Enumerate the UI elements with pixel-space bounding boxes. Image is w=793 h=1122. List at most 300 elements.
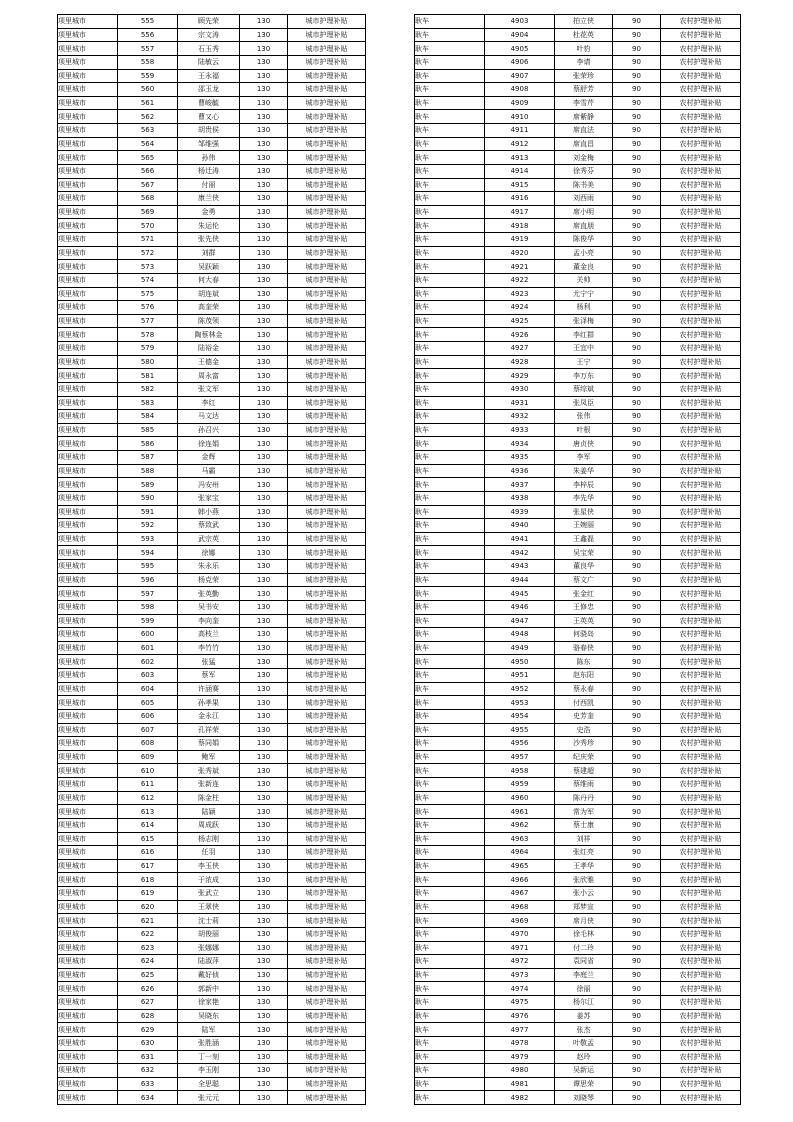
number-cell: 557 xyxy=(118,42,178,56)
table-row xyxy=(58,587,366,601)
table-row xyxy=(58,219,366,233)
area-cell: 项里城市 xyxy=(58,151,118,165)
name-cell: 陆颖 xyxy=(178,805,240,819)
area-cell: 耿车 xyxy=(415,219,485,233)
type-cell: 农村护理补贴 xyxy=(661,696,741,710)
number-cell: 4942 xyxy=(485,546,555,560)
type-cell: 农村护理补贴 xyxy=(661,451,741,465)
area-cell: 耿车 xyxy=(415,968,485,982)
area-cell: 耿车 xyxy=(415,600,485,614)
number-cell: 4921 xyxy=(485,260,555,274)
number-cell: 4927 xyxy=(485,342,555,356)
number-cell: 609 xyxy=(118,750,178,764)
table-row xyxy=(415,927,741,941)
table-row xyxy=(415,15,741,29)
type-cell: 农村护理补贴 xyxy=(661,614,741,628)
area-cell: 耿车 xyxy=(415,655,485,669)
table-row xyxy=(58,832,366,846)
number-cell: 564 xyxy=(118,137,178,151)
type-cell: 农村护理补贴 xyxy=(661,410,741,424)
area-cell: 耿车 xyxy=(415,15,485,29)
name-cell: 王英英 xyxy=(555,614,613,628)
amount-cell: 90 xyxy=(613,328,661,342)
area-cell: 项里城市 xyxy=(58,1036,118,1050)
area-cell: 项里城市 xyxy=(58,396,118,410)
name-cell: 郭新中 xyxy=(178,982,240,996)
table-row xyxy=(415,532,741,546)
amount-cell: 130 xyxy=(240,587,288,601)
area-cell: 耿车 xyxy=(415,628,485,642)
number-cell: 587 xyxy=(118,451,178,465)
area-cell: 耿车 xyxy=(415,342,485,356)
number-cell: 560 xyxy=(118,83,178,97)
name-cell: 史芳奎 xyxy=(555,709,613,723)
amount-cell: 130 xyxy=(240,614,288,628)
type-cell: 城市护理补贴 xyxy=(288,28,366,42)
amount-cell: 130 xyxy=(240,873,288,887)
name-cell: 蔡士康 xyxy=(555,818,613,832)
number-cell: 4965 xyxy=(485,859,555,873)
name-cell: 王宜中 xyxy=(555,342,613,356)
table-row xyxy=(415,396,741,410)
table-row xyxy=(415,1050,741,1064)
amount-cell: 130 xyxy=(240,996,288,1010)
name-cell: 顾先荣 xyxy=(178,15,240,29)
name-cell: 李向奎 xyxy=(178,614,240,628)
table-row xyxy=(415,164,741,178)
type-cell: 城市护理补贴 xyxy=(288,927,366,941)
table-row xyxy=(58,328,366,342)
amount-cell: 130 xyxy=(240,96,288,110)
table-row xyxy=(415,151,741,165)
table-row xyxy=(58,355,366,369)
number-cell: 575 xyxy=(118,287,178,301)
area-cell: 耿车 xyxy=(415,96,485,110)
table-row xyxy=(58,1023,366,1037)
name-cell: 张胜涵 xyxy=(178,1036,240,1050)
amount-cell: 130 xyxy=(240,137,288,151)
type-cell: 农村护理补贴 xyxy=(661,859,741,873)
number-cell: 586 xyxy=(118,437,178,451)
name-cell: 张武立 xyxy=(178,887,240,901)
table-row xyxy=(415,192,741,206)
table-row xyxy=(415,600,741,614)
name-cell: 许涵赛 xyxy=(178,682,240,696)
number-cell: 590 xyxy=(118,491,178,505)
name-cell: 高枝兰 xyxy=(178,628,240,642)
type-cell: 城市护理补贴 xyxy=(288,791,366,805)
amount-cell: 130 xyxy=(240,546,288,560)
name-cell: 陈金柱 xyxy=(178,791,240,805)
number-cell: 4912 xyxy=(485,137,555,151)
name-cell: 蔡致武 xyxy=(178,519,240,533)
name-cell: 李红群 xyxy=(555,328,613,342)
table-row xyxy=(415,124,741,138)
type-cell: 城市护理补贴 xyxy=(288,491,366,505)
type-cell: 农村护理补贴 xyxy=(661,1023,741,1037)
amount-cell: 130 xyxy=(240,505,288,519)
number-cell: 4944 xyxy=(485,573,555,587)
amount-cell: 90 xyxy=(613,491,661,505)
type-cell: 农村护理补贴 xyxy=(661,832,741,846)
amount-cell: 90 xyxy=(613,669,661,683)
type-cell: 城市护理补贴 xyxy=(288,737,366,751)
table-row xyxy=(58,314,366,328)
number-cell: 578 xyxy=(118,328,178,342)
type-cell: 农村护理补贴 xyxy=(661,124,741,138)
amount-cell: 90 xyxy=(613,587,661,601)
area-cell: 项里城市 xyxy=(58,791,118,805)
area-cell: 耿车 xyxy=(415,546,485,560)
number-cell: 576 xyxy=(118,301,178,315)
type-cell: 农村护理补贴 xyxy=(661,396,741,410)
number-cell: 4953 xyxy=(485,696,555,710)
amount-cell: 90 xyxy=(613,110,661,124)
amount-cell: 90 xyxy=(613,273,661,287)
number-cell: 574 xyxy=(118,273,178,287)
number-cell: 4928 xyxy=(485,355,555,369)
type-cell: 城市护理补贴 xyxy=(288,178,366,192)
number-cell: 4969 xyxy=(485,914,555,928)
amount-cell: 90 xyxy=(613,914,661,928)
type-cell: 农村护理补贴 xyxy=(661,682,741,696)
type-cell: 城市护理补贴 xyxy=(288,682,366,696)
number-cell: 625 xyxy=(118,968,178,982)
table-row xyxy=(58,42,366,56)
type-cell: 农村护理补贴 xyxy=(661,778,741,792)
type-cell: 城市护理补贴 xyxy=(288,273,366,287)
type-cell: 城市护理补贴 xyxy=(288,219,366,233)
table-row xyxy=(58,764,366,778)
table-row xyxy=(415,560,741,574)
amount-cell: 130 xyxy=(240,1077,288,1091)
name-cell: 姜苏 xyxy=(555,1009,613,1023)
area-cell: 耿车 xyxy=(415,696,485,710)
number-cell: 4940 xyxy=(485,519,555,533)
area-cell: 项里城市 xyxy=(58,914,118,928)
amount-cell: 90 xyxy=(613,260,661,274)
type-cell: 城市护理补贴 xyxy=(288,1064,366,1078)
name-cell: 曹峻毓 xyxy=(178,96,240,110)
number-cell: 624 xyxy=(118,955,178,969)
name-cell: 张元元 xyxy=(178,1091,240,1105)
amount-cell: 130 xyxy=(240,709,288,723)
type-cell: 城市护理补贴 xyxy=(288,818,366,832)
number-cell: 589 xyxy=(118,478,178,492)
area-cell: 耿车 xyxy=(415,1050,485,1064)
amount-cell: 130 xyxy=(240,55,288,69)
number-cell: 4918 xyxy=(485,219,555,233)
name-cell: 付丽 xyxy=(178,178,240,192)
area-cell: 项里城市 xyxy=(58,887,118,901)
number-cell: 607 xyxy=(118,723,178,737)
number-cell: 599 xyxy=(118,614,178,628)
table-row xyxy=(58,192,366,206)
amount-cell: 90 xyxy=(613,301,661,315)
type-cell: 城市护理补贴 xyxy=(288,151,366,165)
area-cell: 项里城市 xyxy=(58,641,118,655)
table-row xyxy=(415,519,741,533)
name-cell: 武宗英 xyxy=(178,532,240,546)
area-cell: 耿车 xyxy=(415,301,485,315)
table-row xyxy=(415,437,741,451)
amount-cell: 90 xyxy=(613,124,661,138)
number-cell: 566 xyxy=(118,164,178,178)
name-cell: 张小云 xyxy=(555,887,613,901)
number-cell: 581 xyxy=(118,369,178,383)
amount-cell: 90 xyxy=(613,887,661,901)
amount-cell: 90 xyxy=(613,600,661,614)
table-row xyxy=(58,1009,366,1023)
table-row xyxy=(415,737,741,751)
type-cell: 城市护理补贴 xyxy=(288,301,366,315)
area-cell: 项里城市 xyxy=(58,328,118,342)
name-cell: 李玉侠 xyxy=(178,859,240,873)
name-cell: 孙召兴 xyxy=(178,423,240,437)
table-row xyxy=(415,287,741,301)
type-cell: 城市护理补贴 xyxy=(288,124,366,138)
amount-cell: 90 xyxy=(613,137,661,151)
type-cell: 城市护理补贴 xyxy=(288,369,366,383)
amount-cell: 90 xyxy=(613,846,661,860)
area-cell: 项里城市 xyxy=(58,750,118,764)
amount-cell: 130 xyxy=(240,491,288,505)
table-row xyxy=(58,628,366,642)
number-cell: 4910 xyxy=(485,110,555,124)
type-cell: 城市护理补贴 xyxy=(288,110,366,124)
area-cell: 项里城市 xyxy=(58,573,118,587)
number-cell: 614 xyxy=(118,818,178,832)
type-cell: 农村护理补贴 xyxy=(661,382,741,396)
name-cell: 鲍军 xyxy=(178,750,240,764)
area-cell: 耿车 xyxy=(415,178,485,192)
area-cell: 耿车 xyxy=(415,28,485,42)
number-cell: 4974 xyxy=(485,982,555,996)
table-row xyxy=(415,328,741,342)
type-cell: 农村护理补贴 xyxy=(661,887,741,901)
amount-cell: 90 xyxy=(613,42,661,56)
name-cell: 周成跃 xyxy=(178,818,240,832)
type-cell: 城市护理补贴 xyxy=(288,478,366,492)
number-cell: 4907 xyxy=(485,69,555,83)
table-row xyxy=(58,1077,366,1091)
name-cell: 李竹竹 xyxy=(178,641,240,655)
area-cell: 项里城市 xyxy=(58,478,118,492)
type-cell: 农村护理补贴 xyxy=(661,914,741,928)
type-cell: 城市护理补贴 xyxy=(288,342,366,356)
name-cell: 席直朋 xyxy=(555,219,613,233)
table-row xyxy=(415,342,741,356)
area-cell: 耿车 xyxy=(415,42,485,56)
table-row xyxy=(415,682,741,696)
type-cell: 农村护理补贴 xyxy=(661,301,741,315)
amount-cell: 130 xyxy=(240,1009,288,1023)
table-row xyxy=(415,655,741,669)
area-cell: 耿车 xyxy=(415,778,485,792)
area-cell: 项里城市 xyxy=(58,69,118,83)
table-row xyxy=(58,464,366,478)
amount-cell: 90 xyxy=(613,396,661,410)
table-row xyxy=(415,900,741,914)
name-cell: 骆春侠 xyxy=(555,641,613,655)
amount-cell: 130 xyxy=(240,519,288,533)
amount-cell: 130 xyxy=(240,968,288,982)
area-cell: 耿车 xyxy=(415,55,485,69)
right-table xyxy=(414,14,741,1105)
amount-cell: 130 xyxy=(240,301,288,315)
amount-cell: 130 xyxy=(240,750,288,764)
table-row xyxy=(58,301,366,315)
area-cell: 耿车 xyxy=(415,587,485,601)
amount-cell: 130 xyxy=(240,83,288,97)
type-cell: 城市护理补贴 xyxy=(288,233,366,247)
table-row xyxy=(415,628,741,642)
name-cell: 吴晓东 xyxy=(178,1009,240,1023)
type-cell: 城市护理补贴 xyxy=(288,1091,366,1105)
name-cell: 席直法 xyxy=(555,124,613,138)
type-cell: 农村护理补贴 xyxy=(661,464,741,478)
amount-cell: 90 xyxy=(613,478,661,492)
amount-cell: 130 xyxy=(240,818,288,832)
name-cell: 周永富 xyxy=(178,369,240,383)
area-cell: 项里城市 xyxy=(58,968,118,982)
area-cell: 项里城市 xyxy=(58,382,118,396)
number-cell: 621 xyxy=(118,914,178,928)
area-cell: 项里城市 xyxy=(58,832,118,846)
table-row xyxy=(58,423,366,437)
table-row xyxy=(58,723,366,737)
type-cell: 农村护理补贴 xyxy=(661,1077,741,1091)
area-cell: 项里城市 xyxy=(58,859,118,873)
table-row xyxy=(58,246,366,260)
area-cell: 项里城市 xyxy=(58,178,118,192)
amount-cell: 90 xyxy=(613,791,661,805)
type-cell: 城市护理补贴 xyxy=(288,982,366,996)
number-cell: 4962 xyxy=(485,818,555,832)
amount-cell: 130 xyxy=(240,205,288,219)
table-row xyxy=(58,941,366,955)
name-cell: 张家宝 xyxy=(178,491,240,505)
number-cell: 627 xyxy=(118,996,178,1010)
name-cell: 孙孝果 xyxy=(178,696,240,710)
type-cell: 城市护理补贴 xyxy=(288,192,366,206)
amount-cell: 130 xyxy=(240,287,288,301)
area-cell: 耿车 xyxy=(415,532,485,546)
type-cell: 农村护理补贴 xyxy=(661,205,741,219)
area-cell: 项里城市 xyxy=(58,600,118,614)
type-cell: 城市护理补贴 xyxy=(288,941,366,955)
amount-cell: 90 xyxy=(613,737,661,751)
amount-cell: 90 xyxy=(613,546,661,560)
table-row xyxy=(415,1077,741,1091)
number-cell: 4904 xyxy=(485,28,555,42)
amount-cell: 130 xyxy=(240,696,288,710)
area-cell: 项里城市 xyxy=(58,42,118,56)
area-cell: 项里城市 xyxy=(58,219,118,233)
area-cell: 项里城市 xyxy=(58,464,118,478)
type-cell: 城市护理补贴 xyxy=(288,532,366,546)
number-cell: 573 xyxy=(118,260,178,274)
area-cell: 项里城市 xyxy=(58,491,118,505)
name-cell: 付西凯 xyxy=(555,696,613,710)
number-cell: 633 xyxy=(118,1077,178,1091)
type-cell: 农村护理补贴 xyxy=(661,655,741,669)
table-row xyxy=(58,546,366,560)
name-cell: 全思聪 xyxy=(178,1077,240,1091)
number-cell: 4939 xyxy=(485,505,555,519)
number-cell: 584 xyxy=(118,410,178,424)
table-row xyxy=(58,205,366,219)
type-cell: 农村护理补贴 xyxy=(661,900,741,914)
type-cell: 城市护理补贴 xyxy=(288,437,366,451)
table-row xyxy=(58,927,366,941)
number-cell: 601 xyxy=(118,641,178,655)
name-cell: 孙伟 xyxy=(178,151,240,165)
name-cell: 刘西雨 xyxy=(555,192,613,206)
table-row xyxy=(415,1023,741,1037)
type-cell: 农村护理补贴 xyxy=(661,110,741,124)
number-cell: 608 xyxy=(118,737,178,751)
name-cell: 金辉 xyxy=(178,451,240,465)
name-cell: 李梓辰 xyxy=(555,478,613,492)
number-cell: 634 xyxy=(118,1091,178,1105)
type-cell: 城市护理补贴 xyxy=(288,641,366,655)
type-cell: 城市护理补贴 xyxy=(288,164,366,178)
type-cell: 城市护理补贴 xyxy=(288,83,366,97)
type-cell: 农村护理补贴 xyxy=(661,505,741,519)
amount-cell: 130 xyxy=(240,423,288,437)
number-cell: 4981 xyxy=(485,1077,555,1091)
name-cell: 付二玲 xyxy=(555,941,613,955)
amount-cell: 90 xyxy=(613,355,661,369)
type-cell: 城市护理补贴 xyxy=(288,669,366,683)
table-row xyxy=(58,437,366,451)
type-cell: 城市护理补贴 xyxy=(288,709,366,723)
number-cell: 4971 xyxy=(485,941,555,955)
type-cell: 城市护理补贴 xyxy=(288,778,366,792)
table-row xyxy=(415,369,741,383)
area-cell: 耿车 xyxy=(415,260,485,274)
area-cell: 耿车 xyxy=(415,151,485,165)
table-row xyxy=(415,355,741,369)
number-cell: 4946 xyxy=(485,600,555,614)
number-cell: 4958 xyxy=(485,764,555,778)
table-row xyxy=(58,859,366,873)
amount-cell: 130 xyxy=(240,791,288,805)
name-cell: 徐家艳 xyxy=(178,996,240,1010)
amount-cell: 130 xyxy=(240,124,288,138)
type-cell: 城市护理补贴 xyxy=(288,451,366,465)
amount-cell: 90 xyxy=(613,1050,661,1064)
amount-cell: 130 xyxy=(240,164,288,178)
type-cell: 农村护理补贴 xyxy=(661,423,741,437)
table-row xyxy=(415,410,741,424)
table-row xyxy=(415,968,741,982)
type-cell: 城市护理补贴 xyxy=(288,859,366,873)
table-row xyxy=(58,696,366,710)
area-cell: 耿车 xyxy=(415,764,485,778)
type-cell: 城市护理补贴 xyxy=(288,750,366,764)
name-cell: 杜花英 xyxy=(555,28,613,42)
name-cell: 杨志刚 xyxy=(178,832,240,846)
name-cell: 陆敏云 xyxy=(178,55,240,69)
area-cell: 耿车 xyxy=(415,641,485,655)
type-cell: 农村护理补贴 xyxy=(661,968,741,982)
table-row xyxy=(58,1050,366,1064)
area-cell: 项里城市 xyxy=(58,110,118,124)
area-cell: 项里城市 xyxy=(58,246,118,260)
area-cell: 耿车 xyxy=(415,750,485,764)
